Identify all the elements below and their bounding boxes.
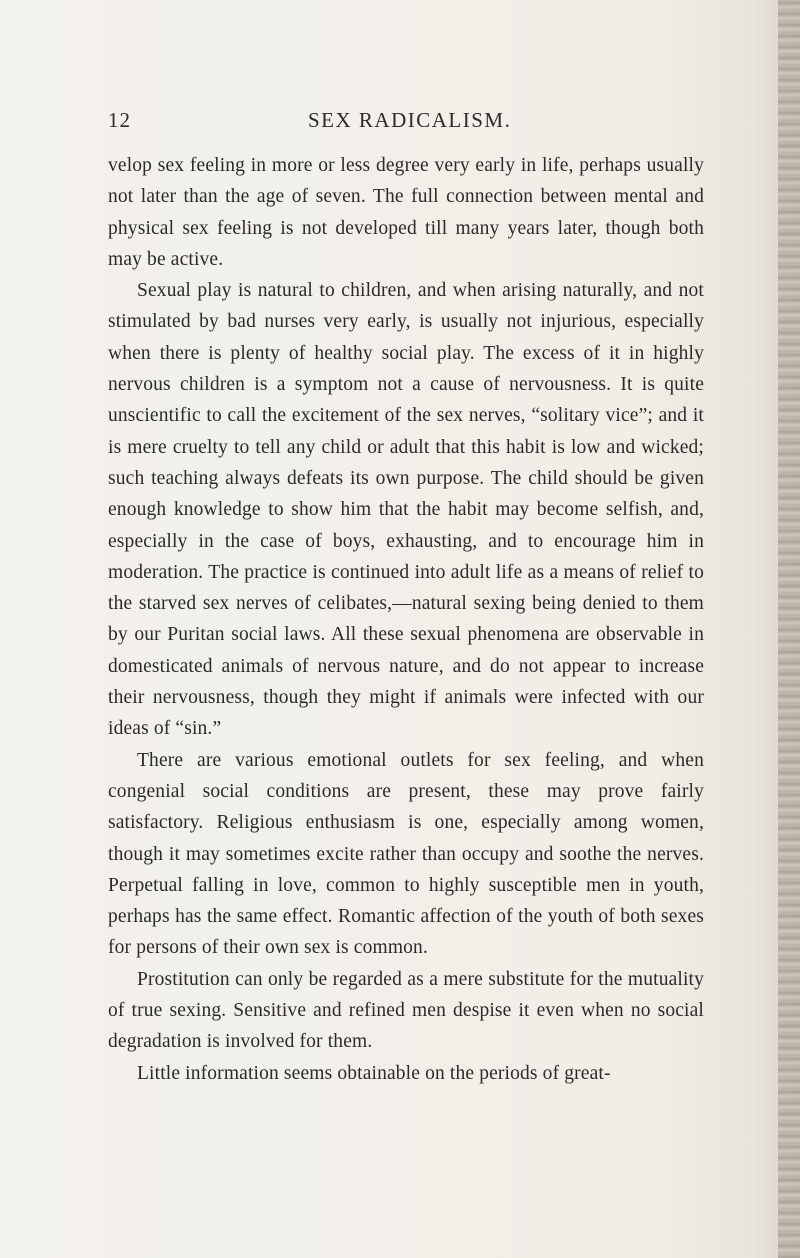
page-header [108, 108, 698, 138]
page-number: 12 [108, 108, 131, 132]
body-text [108, 150, 704, 1089]
page-edge-shadow [778, 0, 800, 1258]
paragraph-trailing: Little information seems obtainable on the periods of great- [137, 1062, 611, 1084]
running-head: SEX RADICALISM. [308, 108, 512, 132]
paragraph-continuation: velop sex feeling in more or less degree very early in life, perhaps usually not later than the age of seven. The full connection between mental and physical sex feeling is not developed till many years later, though both may be active. [108, 155, 704, 270]
paragraph: Prostitution can only be regarded as a mere substitute for the mutuality of true sexing. Sensitive and refined men despise it even when no social degradation is involved for them. [108, 968, 704, 1053]
paragraph: Sexual play is natural to children, and when arising naturally, and not stimulated by bad nurses very early, is usually not injurious, especially when there is plenty of healthy social play. The excess of it in highly nervous children is a symptom not a cause of nervousness. It is quite unscientific to call the excitement of the sex nerves, “solitary vice”; and it is mere cruelty to tell any child or adult that this habit is low and wicked; such teaching always defeats its own purpose. The child should be given enough knowledge to show him that the habit may become selfish, and, especially in the case of boys, exhausting, and to encourage him in moderation. The practice is continued into adult life as a means of relief to the starved sex nerves of celibates,—natural sexing being denied to them by our Puritan social laws. All these sexual phenomena are observable in domesticated animals of nervous nature, and do not appear to increase their nervousness, though they might if animals were infected with our ideas of “sin.” [108, 280, 704, 740]
paragraph: There are various emotional outlets for sex feeling, and when congenial social conditions are present, these may prove fairly satisfactory. Religious enthusiasm is one, especially among women, though it may sometimes excite rather than occupy and soothe the nerves. Perpetual falling in love, common to highly susceptible men in youth, perhaps has the same effect. Romantic affection of the youth of both sexes for persons of their own sex is common. [108, 749, 704, 959]
